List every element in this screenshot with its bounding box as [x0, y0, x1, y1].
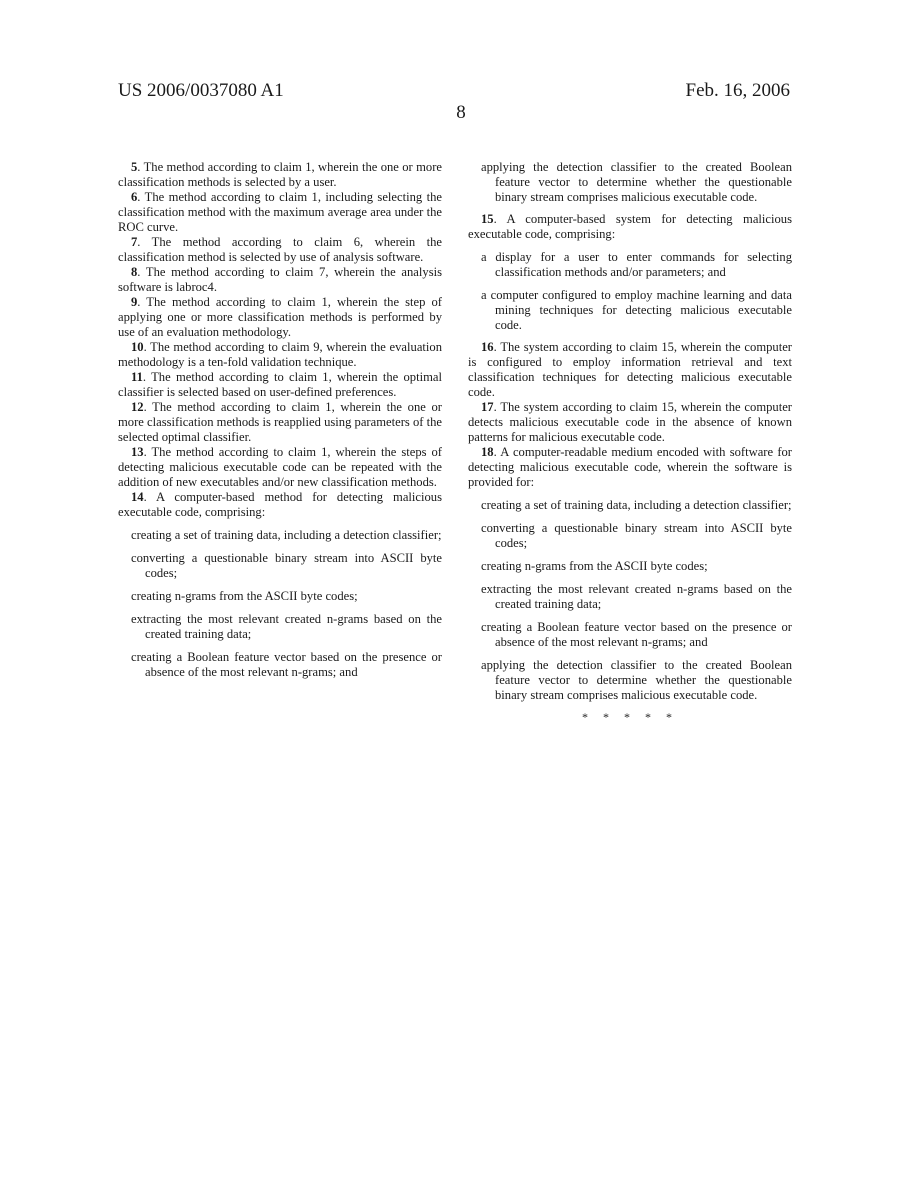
- claim-15-element: a computer configured to employ machine learning and data mining techniques for detecting malicious executable code.: [481, 288, 792, 332]
- claim-17: [468, 400, 792, 445]
- claim-text: . A computer-based system for detecting malicious executable code, comprising:: [468, 212, 792, 241]
- claim-number: 18: [481, 445, 494, 459]
- claim-number: 14: [131, 490, 144, 504]
- claim-16: [468, 340, 792, 400]
- claim-text: . The method according to claim 1, including selecting the classification method with the maximum average area under the ROC curve.: [118, 190, 442, 234]
- claim-number: 10: [131, 340, 144, 354]
- claim-9: [118, 295, 442, 340]
- claim-18: [468, 445, 792, 490]
- claim-number: 17: [481, 400, 494, 414]
- claim-13: [118, 445, 442, 490]
- claim-text: . The method according to claim 1, wherein the steps of detecting malicious executable code can be repeated with the addition of new executables and/or new classification methods.: [118, 445, 442, 489]
- claim-text: . The method according to claim 1, wherein the step of applying one or more classification methods is performed by use of an evaluation methodology.: [118, 295, 442, 339]
- claim-14-step: extracting the most relevant created n-grams based on the created training data;: [131, 612, 442, 641]
- claim-8: [118, 265, 442, 295]
- publication-date: Feb. 16, 2006: [685, 80, 790, 101]
- claim-text: . The method according to claim 1, wherein the optimal classifier is selected based on user-defined preferences.: [118, 370, 442, 399]
- claim-number: 5: [131, 160, 138, 174]
- claim-14: [118, 490, 442, 520]
- claim-6: [118, 190, 442, 235]
- claim-18-step: creating a Boolean feature vector based on the presence or absence of the most relevant n-grams; and: [481, 620, 792, 649]
- claim-number: 16: [481, 340, 494, 354]
- right-column: [468, 160, 792, 725]
- patent-number: US 2006/0037080 A1: [118, 80, 284, 101]
- claim-14-step: creating n-grams from the ASCII byte codes;: [131, 589, 358, 603]
- claim-text: . The system according to claim 15, wherein the computer is configured to employ information retrieval and text classification techniques for detecting malicious executable code.: [468, 340, 792, 399]
- claim-14-step: applying the detection classifier to the created Boolean feature vector to determine whether the questionable binary stream comprises malicious executable code.: [481, 160, 792, 204]
- claim-11: [118, 370, 442, 400]
- claim-number: 12: [131, 400, 144, 414]
- claim-18-step: applying the detection classifier to the created Boolean feature vector to determine whether the questionable binary stream comprises malicious executable code.: [481, 658, 792, 702]
- claim-number: 13: [131, 445, 144, 459]
- claim-text: . A computer-readable medium encoded with software for detecting malicious executable code, wherein the software is provided for:: [468, 445, 792, 489]
- claim-18-step: extracting the most relevant created n-grams based on the created training data;: [481, 582, 792, 611]
- claim-text: . A computer-based method for detecting malicious executable code, comprising:: [118, 490, 442, 519]
- claim-18-step: converting a questionable binary stream into ASCII byte codes;: [481, 521, 792, 550]
- claim-text: . The method according to claim 6, wherein the classification method is selected by use of analysis software.: [118, 235, 442, 264]
- claim-number: 8: [131, 265, 138, 279]
- claim-15-element: a display for a user to enter commands for selecting classification methods and/or parameters; and: [481, 250, 792, 279]
- claim-7: [118, 235, 442, 265]
- claim-18-step: creating n-grams from the ASCII byte codes;: [481, 559, 708, 573]
- page-number: 8: [456, 102, 466, 123]
- claim-5: [118, 160, 442, 190]
- claim-number: 15: [481, 212, 494, 226]
- end-of-document-mark: * * * * *: [582, 710, 678, 724]
- claim-number: 7: [131, 235, 138, 249]
- claim-number: 6: [131, 190, 138, 204]
- claim-number: 11: [131, 370, 143, 384]
- claim-18-step: creating a set of training data, including a detection classifier;: [481, 498, 792, 512]
- claim-14-step: creating a Boolean feature vector based on the presence or absence of the most relevant n-grams; and: [131, 650, 442, 679]
- claim-text: . The method according to claim 1, wherein the one or more classification methods is reapplied using parameters of the selected optimal classifier.: [118, 400, 442, 444]
- claim-number: 9: [131, 295, 138, 309]
- claim-text: . The method according to claim 9, wherein the evaluation methodology is a ten-fold validation technique.: [118, 340, 442, 369]
- claim-15: [468, 212, 792, 242]
- claim-12: [118, 400, 442, 445]
- claim-14-step: creating a set of training data, including a detection classifier;: [131, 528, 442, 542]
- claim-10: [118, 340, 442, 370]
- claim-text: . The method according to claim 1, wherein the one or more classification methods is selected by a user.: [118, 160, 442, 189]
- left-column: [118, 160, 442, 687]
- claim-14-step: converting a questionable binary stream into ASCII byte codes;: [131, 551, 442, 580]
- claim-text: . The system according to claim 15, wherein the computer detects malicious executable code in the absence of known patterns for malicious executable code.: [468, 400, 792, 444]
- claim-text: . The method according to claim 7, wherein the analysis software is labroc4.: [118, 265, 442, 294]
